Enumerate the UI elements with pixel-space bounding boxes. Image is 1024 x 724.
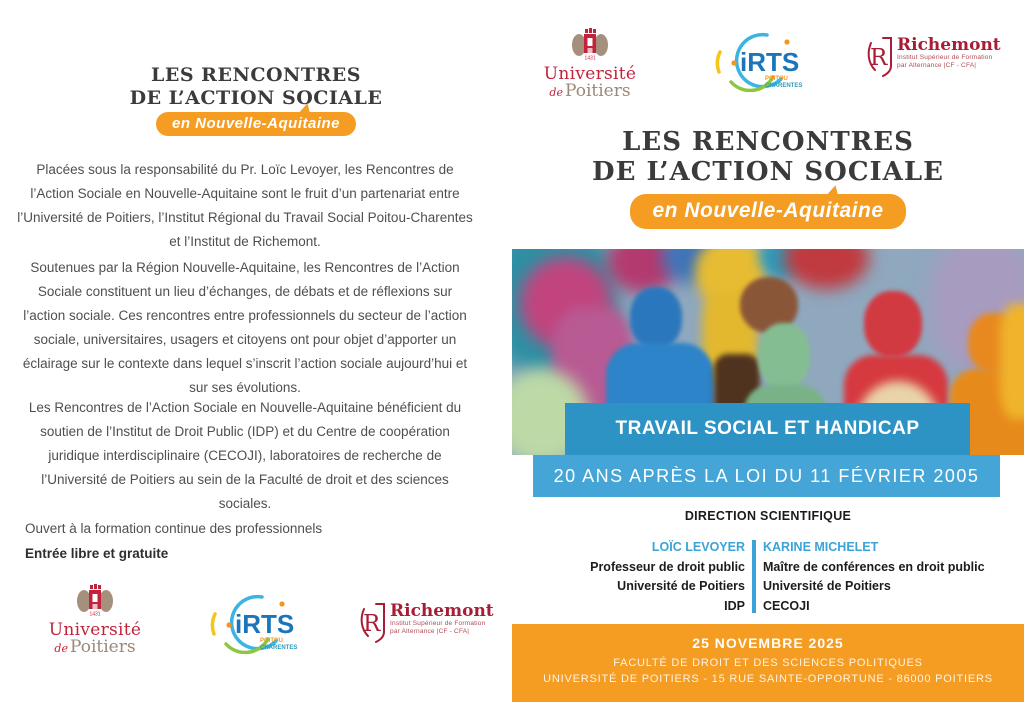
region-badge-wrap (512, 194, 1024, 229)
irts-acronym: iRTS (740, 47, 800, 77)
svg-text:R: R (870, 45, 888, 71)
page-title-line2: DE L’ACTION SOCIALE (129, 87, 383, 109)
free-entry-note: Entrée libre et gratuite (25, 546, 169, 561)
event-date: 25 NOVEMBRE 2025 (692, 635, 844, 651)
irts-region-line1: POITOU (765, 76, 788, 82)
direction-divider (752, 540, 756, 613)
wooden-figure-shape (630, 287, 682, 349)
university-year: 1431 (584, 55, 596, 60)
richemont-text (897, 36, 1001, 69)
wooden-figure-shape (784, 249, 869, 289)
person-name: LOÏC LEVOYER (651, 540, 745, 554)
university-crest-icon (567, 28, 613, 60)
irts-circle-icon (202, 592, 298, 654)
irts-acronym: iRTS (235, 609, 295, 639)
university-city: Poitiers (69, 637, 136, 657)
venue-line-2: UNIVERSITÉ DE POITIERS - 15 RUE SAINTE-OPPORTUNE - 86000 POITIERS (543, 673, 993, 685)
university-de: de (549, 86, 563, 99)
university-poitiers-logo (540, 28, 640, 101)
direction-heading: DIRECTION SCIENTIFIQUE (684, 509, 852, 523)
richemont-subtitle-line2: par Alternance |CF - CFA| (390, 627, 470, 635)
region-badge: en Nouvelle-Aquitaine (630, 194, 905, 229)
person-role: Professeur de droit public (590, 559, 745, 574)
direction-person-2 (763, 538, 1023, 616)
richemont-subtitle-line1: Institut Supérieur de Formation (390, 620, 486, 627)
person-lab: IDP (724, 598, 745, 613)
richemont-subtitle-line1: Institut Supérieur de Formation (897, 54, 993, 61)
richemont-logo (864, 36, 1001, 78)
richemont-subtitle-line2: par Alternance |CF - CFA| (897, 61, 977, 69)
richemont-text (390, 602, 494, 635)
page-title (0, 64, 512, 110)
direction-person-1 (512, 538, 745, 616)
page-title-line1: LES RENCONTRES (151, 64, 361, 86)
richemont-shield-icon (864, 36, 894, 78)
irts-region-line2: CHARENTES (765, 83, 803, 89)
person-lab: CECOJI (763, 598, 810, 613)
svg-text:R: R (363, 611, 381, 637)
university-name-line1: Université (48, 620, 142, 640)
region-badge: en Nouvelle-Aquitaine (156, 112, 356, 136)
person-affiliation: Université de Poitiers (617, 579, 745, 593)
page-title-line1: LES RENCONTRES (622, 127, 914, 157)
university-city: Poitiers (564, 81, 631, 101)
wooden-figure-shape (1000, 304, 1024, 419)
university-name-line1: Université (543, 64, 637, 84)
wooden-figure-shape (758, 323, 810, 389)
page-right (512, 0, 1024, 724)
event-banner (512, 624, 1024, 702)
university-crest-icon (72, 584, 118, 616)
person-role: Maître de conférences en droit public (763, 559, 985, 574)
irts-circle-icon (707, 30, 803, 92)
intro-paragraph: Placées sous la responsabilité du Pr. Loïc Levoyer, les Rencontres de l’Action Sociale en Nouvelle-Aquitaine sont le fruit d’un partenariat entre l’Université de Poitiers, l’Institut Régional du Travail Social Poitou-Charentes et l’Institut de Richemont. (17, 162, 473, 249)
context-paragraph: Soutenues par la Région Nouvelle-Aquitaine, les Rencontres de l’Action Sociale constituent un lieu d’échanges, de débats et de réflexions sur l’action sociale. Ces rencontres entre professionnels du secteur de l’action sociale, universitaires, usagers et citoyens ont pour objet d’apporter un éclairage sur le contexte dans lequel s’inscrit l’action sociale aujourd’hui et sur ses évolutions. (22, 260, 468, 395)
university-name-line2 (45, 639, 145, 657)
university-poitiers-logo (45, 584, 145, 657)
support-paragraph: Les Rencontres de l’Action Sociale en Nouvelle-Aquitaine bénéficient du soutien de l’Institut de Droit Public (IDP) et du Centre de coopération juridique interdisciplinaire (CECOJI), laboratoires de recherche de l’Université de Poitiers au sein de la Faculté de droit et des sciences sociales. (28, 400, 462, 511)
page-title-line2: DE L’ACTION SOCIALE (592, 157, 944, 187)
university-de: de (54, 642, 68, 655)
banner-subtitle: 20 ANS APRÈS LA LOI DU 11 FÉVRIER 2005 (533, 455, 1000, 497)
person-affiliation: Université de Poitiers (763, 579, 891, 593)
richemont-logo (357, 602, 494, 644)
wooden-figure-shape (864, 291, 922, 357)
richemont-name: Richemont (897, 35, 1001, 55)
open-training-note: Ouvert à la formation continue des professionnels (25, 521, 323, 536)
richemont-shield-icon (357, 602, 387, 644)
university-name-line2 (540, 83, 640, 101)
irts-region-line2: CHARENTES (260, 645, 298, 651)
venue-line-1: FACULTÉ DE DROIT ET DES SCIENCES POLITIQUES (613, 657, 923, 669)
irts-logo (202, 592, 298, 659)
banner-title: TRAVAIL SOCIAL ET HANDICAP (565, 403, 970, 455)
page-title (512, 127, 1024, 187)
university-year: 1431 (89, 611, 101, 616)
irts-region-line1: POITOU (260, 638, 283, 644)
region-badge-wrap (0, 112, 512, 136)
person-name: KARINE MICHELET (763, 540, 879, 554)
richemont-name: Richemont (390, 601, 494, 621)
irts-logo (707, 30, 803, 97)
